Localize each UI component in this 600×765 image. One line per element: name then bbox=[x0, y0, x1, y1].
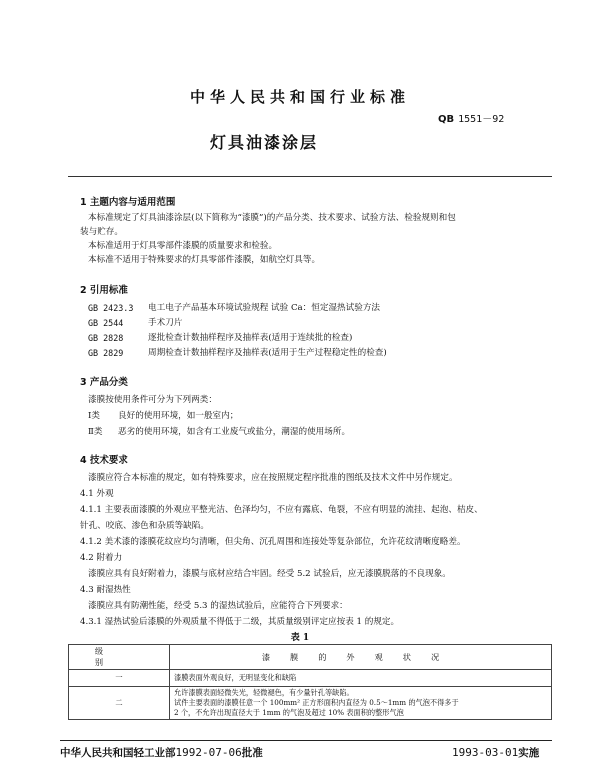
class-1-text: 良好的使用环境，如一般室内； bbox=[118, 411, 239, 421]
table-cell-description bbox=[170, 687, 552, 720]
section-4-2-heading: 4.2 附着力 bbox=[80, 553, 123, 563]
issuer: 中华人民共和国轻工业部 bbox=[60, 747, 176, 759]
implementation-date: 1993-03-01 bbox=[452, 746, 519, 759]
table-header-row bbox=[69, 645, 552, 670]
table-desc-line: 允许漆膜表面轻微失光，轻微褪色，有少量针孔等缺陷。 bbox=[174, 688, 354, 697]
class-2-text: 恶劣的使用环境，如含有工业废气或盐分，潮湿的使用场所。 bbox=[118, 427, 351, 437]
table-desc-line: 2 个，不允许出现直径大于 1mm 的气泡及超过 10% 表面积的整形气泡 bbox=[174, 708, 404, 717]
section-4-1-1-line-1: 4.1.1 主要表面漆膜的外观应平整光洁、色泽均匀，不应有露底、龟裂，不应有明显的流挂、起泡、桔皮、 bbox=[80, 505, 483, 515]
section-1-heading: 1 主题内容与适用范围 bbox=[80, 197, 176, 208]
class-2-label: Ⅱ类 bbox=[88, 427, 103, 437]
footer-rule bbox=[60, 740, 552, 741]
section-4-1-heading: 4.1 外观 bbox=[80, 489, 114, 499]
footer-approval bbox=[60, 745, 263, 760]
header-rule bbox=[68, 176, 552, 177]
section-2-heading: 2 引用标准 bbox=[80, 285, 128, 296]
ref-text-3: 逐批检查计数抽样程序及抽样表(适用于连续批的检查) bbox=[148, 333, 353, 343]
class-1-label: Ⅰ类 bbox=[88, 411, 100, 421]
section-3-heading: 3 产品分类 bbox=[80, 377, 128, 388]
section-4-1-2: 4.1.2 美术漆的漆膜花纹应均匀清晰，但尖角、沉孔周围和连接处等复杂部位，允许花纹清晰度略差。 bbox=[80, 537, 466, 547]
code-prefix: QB bbox=[438, 114, 455, 125]
ref-code-2: GB 2544 bbox=[88, 318, 124, 328]
ref-code-1: GB 2423.3 bbox=[88, 303, 134, 313]
ref-text-4: 周期检查计数抽样程序及抽样表(适用于生产过程稳定性的检查) bbox=[148, 348, 387, 358]
code-number: 1551－92 bbox=[458, 114, 505, 125]
table-header-description: 漆膜的外观状况 bbox=[170, 645, 552, 670]
table-caption: 表 1 bbox=[290, 633, 310, 643]
section-1-line-2: 装与贮存。 bbox=[80, 227, 123, 237]
table-row bbox=[69, 670, 552, 687]
standard-code bbox=[438, 110, 504, 125]
standard-type-heading: 中华人民共和国行业标准 bbox=[189, 88, 410, 106]
implementation-label: 实施 bbox=[518, 747, 540, 759]
section-4-2-text: 漆膜应具有良好附着力，漆膜与底材应结合牢固。经受 5.2 试验后，应无漆膜脱落的不良现象。 bbox=[88, 569, 451, 579]
section-4-intro: 漆膜应符合本标准的规定，如有特殊要求，应在按照规定程序批准的图纸及技术文件中另作规定。 bbox=[88, 473, 458, 483]
section-4-3-heading: 4.3 耐湿热性 bbox=[80, 585, 131, 595]
ref-text-2: 手术刀片 bbox=[148, 318, 183, 328]
section-4-3-text: 漆膜应具有防潮性能，经受 5.3 的湿热试验后，应能符合下列要求： bbox=[88, 601, 348, 611]
approve-date: 1992-07-06 bbox=[175, 746, 242, 759]
section-1-line-4: 本标准不适用于特殊要求的灯具零部件漆膜，如航空灯具等。 bbox=[88, 255, 321, 265]
ref-code-4: GB 2829 bbox=[88, 348, 124, 358]
document-title: 灯具油漆涂层 bbox=[209, 133, 318, 152]
grade-table bbox=[68, 644, 552, 720]
table-cell-grade: 二 bbox=[69, 687, 170, 720]
section-4-3-1: 4.3.1 湿热试验后漆膜的外观质量不得低于二级，其质量级别评定应按表 1 的规定。 bbox=[80, 617, 400, 627]
table-header-grade: 级别 bbox=[69, 645, 170, 670]
section-3-intro: 漆膜按使用条件可分为下列两类： bbox=[88, 395, 217, 405]
approve-label: 批准 bbox=[241, 747, 263, 759]
table-cell-description: 漆膜表面外观良好，无明显变化和缺陷 bbox=[170, 670, 552, 687]
section-4-1-1-line-2: 针孔、咬底、渗色和杂质等缺陷。 bbox=[80, 521, 209, 531]
table-row bbox=[69, 687, 552, 720]
section-4-heading: 4 技术要求 bbox=[80, 455, 128, 466]
section-1-line-3: 本标准适用于灯具零部件漆膜的质量要求和检验。 bbox=[88, 241, 278, 251]
ref-code-3: GB 2828 bbox=[88, 333, 124, 343]
section-1-line-1: 本标准规定了灯具油漆涂层(以下简称为“漆膜”)的产品分类、技术要求、试验方法、检验规则和包 bbox=[88, 213, 456, 223]
table-desc-line: 试件主要表面的漆膜任意一个 100mm² 正方形面积内直径为 0.5～1mm 的气泡不得多于 bbox=[174, 698, 459, 707]
footer-implementation bbox=[452, 745, 539, 760]
table-cell-grade: 一 bbox=[69, 670, 170, 687]
ref-text-1: 电工电子产品基本环境试验规程 试验 Ca：恒定湿热试验方法 bbox=[148, 303, 381, 313]
